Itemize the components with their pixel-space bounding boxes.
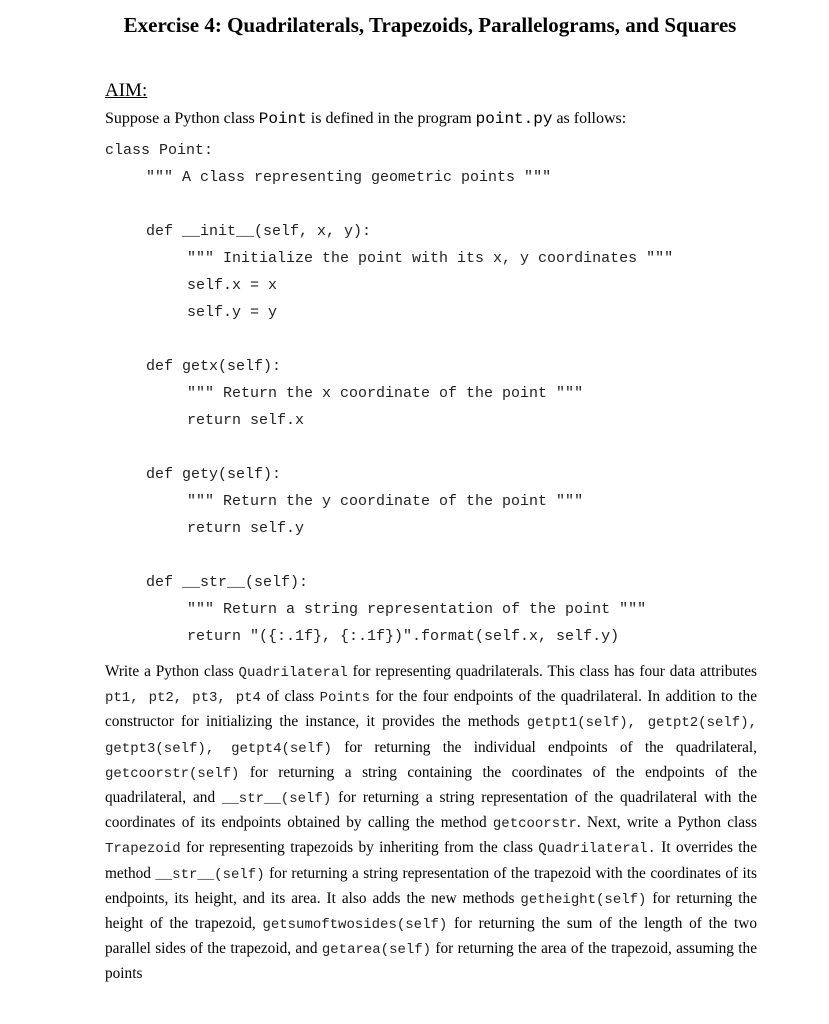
inline-code: getpt1(self), getpt2(self), getpt3(self), getpt4(self) (105, 715, 757, 757)
code-line: """ Return a string representation of the point """ (187, 601, 647, 618)
para-text: for returning the area of the trapezoid, assuming the points (105, 940, 757, 983)
inline-code: Quadrilateral. (538, 841, 656, 858)
code-line: """ Initialize the point with its x, y coordinates """ (187, 250, 674, 267)
inline-code: Quadrilateral (238, 665, 348, 681)
aim-heading: AIM: (105, 80, 148, 101)
inline-code: __str__(self) (222, 791, 332, 808)
intro-paragraph (105, 108, 626, 130)
intro-text: is defined in the program (306, 110, 476, 127)
code-line: return "({:.1f}, {:.1f})".format(self.x, self.y) (187, 628, 620, 645)
inline-code: pt1, pt2, pt3, pt4 (105, 690, 261, 707)
code-line: def getx(self): (146, 358, 282, 375)
para-text: for returning the sum of the length of the two parallel sides of the trapezoid, and (105, 915, 757, 958)
code-line: """ A class representing geometric points """ (146, 169, 552, 186)
inline-code: point.py (475, 110, 553, 128)
intro-text: as follows: (552, 110, 627, 127)
task-paragraph (105, 660, 757, 987)
inline-code: getsumoftwosides(self) (262, 917, 448, 934)
para-text: of class (260, 688, 320, 706)
para-text: for returning a string containing the coordinates of the endpoints of the quadrilateral, and (105, 763, 757, 807)
para-text: for representing quadrilaterals. This class has four data attributes (347, 663, 757, 680)
inline-code: getcoorstr (492, 816, 577, 833)
inline-code: getarea(self) (321, 942, 432, 959)
code-line: class Point: (105, 142, 214, 159)
para-text: for returning a string representation of the quadrilateral with the coordinates of its endpoints obtained by calling the method (105, 789, 757, 832)
code-line: def gety(self): (146, 466, 282, 483)
inline-code: Point (258, 110, 307, 128)
para-text: for returning a string representation of the trapezoid with the coordinates of its endpoints, its height, and its area. It also adds the new methods (105, 864, 757, 907)
code-line: self.y = y (187, 304, 278, 321)
code-line: return self.y (187, 520, 305, 537)
code-line: def __str__(self): (146, 574, 309, 591)
inline-code: Trapezoid (105, 841, 181, 858)
page-title: Exercise 4: Quadrilaterals, Trapezoids, Parallelograms, and Squares (123, 13, 737, 37)
code-line: """ Return the y coordinate of the point """ (187, 493, 584, 510)
para-text: for returning the height of the trapezoid, (105, 889, 757, 933)
para-text: for representing trapezoids by inheriting from the class (180, 839, 539, 857)
code-line: return self.x (187, 412, 305, 429)
para-text: . Next, write a Python class (576, 814, 757, 832)
para-text: for the four endpoints of the quadrilateral. In addition to the constructor for initializing the instance, it provides the methods (105, 688, 757, 731)
para-text: It overrides the method (105, 839, 757, 882)
inline-code: getheight(self) (520, 891, 647, 908)
para-text: for returning the individual endpoints of the quadrilateral, (331, 738, 757, 756)
inline-code: Points (319, 690, 371, 707)
para-text: Write a Python class (105, 663, 239, 680)
code-line: self.x = x (187, 277, 278, 294)
inline-code: getcoorstr(self) (105, 765, 240, 782)
intro-text: Suppose a Python class (105, 110, 259, 127)
inline-code: __str__(self) (155, 866, 265, 883)
code-line: def __init__(self, x, y): (146, 223, 372, 240)
code-line: """ Return the x coordinate of the point """ (187, 385, 584, 402)
